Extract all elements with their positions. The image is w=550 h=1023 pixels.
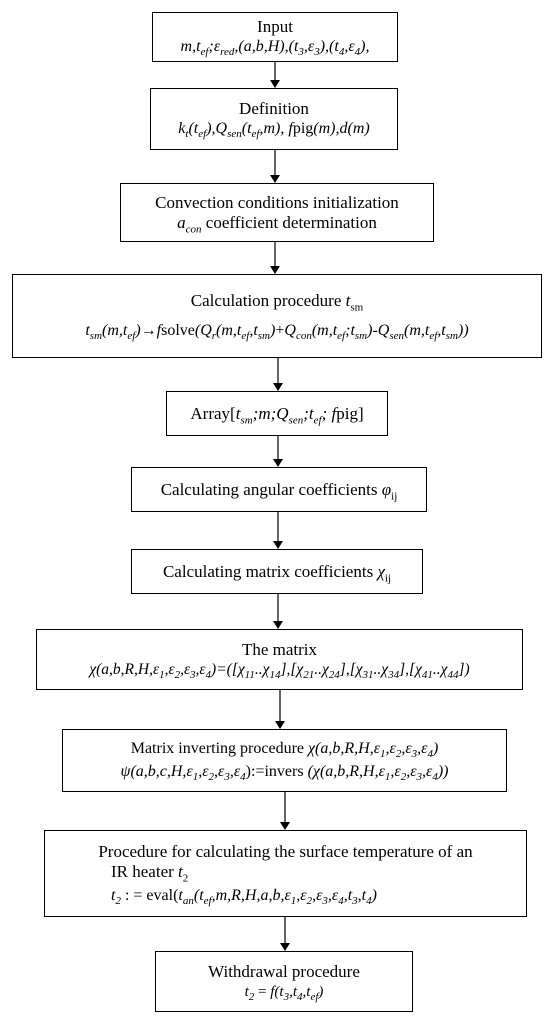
formula-token: f [288,120,293,137]
formula-subscript: 24 [328,668,340,681]
formula-subscript: 4 [432,771,438,784]
formula-subscript: ef [198,128,207,141]
formula-subscript: sm [257,330,271,343]
formula-token: , [284,38,289,55]
matrix-coef-title: Calculating matrix coefficients $\chi_{ij}$ [162,561,392,584]
formula-token: pig [292,120,314,137]
matrix-coef-box [131,549,423,594]
formula-token: ,ε [327,886,339,904]
formula-token: ,ε [417,740,428,757]
formula-token: ,ε [296,886,307,904]
formula-token: ), [206,120,216,137]
array-formula [190,404,363,424]
withdrawal-formula [245,982,324,1002]
formula-token: ;t [303,403,314,423]
formula-token: ,ε [406,763,417,780]
matrix-box [36,629,523,690]
array-box [166,391,388,436]
inverting-line2 [121,762,449,782]
formula-token: (t [188,120,199,137]
formula-token: ,t [289,983,298,1000]
formula-token: ,m), [259,120,289,137]
formula-subscript: con [295,330,312,343]
formula-token: Q [215,120,228,137]
surface-temp-title-line2: IR heater $t_2$ [111,861,189,884]
formula-subscript: 4 [338,894,344,907]
formula-token: ,t [357,886,367,904]
formula-token: (m,t [404,322,430,339]
formula-token: - [372,322,378,339]
formula-token: ) [318,983,324,1000]
formula-token: ,ε [195,660,206,678]
formula-token: ..χ [432,660,448,678]
formula-token: ..χ [314,660,329,678]
formula-subscript: 3 [411,748,418,761]
formula-token: ,ε [344,38,355,55]
formula-token: (χ(a,b,R,H,ε [307,763,385,780]
formula-subscript: 3 [190,668,196,681]
inverting-box [62,729,507,792]
formula-subscript: 2 [400,771,407,784]
formula-token: χ(a,b,R,H,ε [308,740,380,757]
formula-token: (m,t [216,322,242,339]
formula-subscript: 4 [240,771,246,784]
formula-subscript: 34 [388,668,400,681]
formula-token: (Q [194,322,212,339]
formula-subscript: 2 [248,990,255,1003]
formula-subscript: 2 [174,668,181,681]
formula-subscript: 3 [298,46,304,59]
formula-token: : = eval( [120,886,179,904]
formula-token: ..χ [373,660,389,678]
formula-subscript: 2 [395,748,402,761]
formula-subscript: sen [227,128,242,141]
formula-token: f [156,322,162,339]
formula-token: (m,t [102,322,128,339]
formula-token: (m),d(m) [313,120,370,137]
formula-token: ) [367,322,373,339]
formula-token: f(t [270,983,284,1000]
formula-token: ψ(a,b,c,H,ε [120,763,193,780]
formula-token: Q [377,322,390,339]
formula-token: ;t [345,322,355,339]
convection-title: Convection conditions initialization [155,192,399,212]
surface-temp-box [44,830,527,917]
formula-token: ,ε [385,740,396,757]
formula-token: ), [360,38,370,55]
formula-token: f [331,403,337,423]
formula-token: (t [288,38,299,55]
formula-token: m [180,38,193,55]
matrix-formula [89,660,469,680]
formula-token: + [275,322,285,339]
formula-subscript: 11 [244,668,255,681]
formula-token: ,t [437,322,446,339]
formula-subscript: 31 [362,668,374,681]
formula-token: ; [208,38,214,55]
angular-box [131,467,427,512]
formula-subscript: t [185,128,189,141]
formula-token: χ(a,b,R,H,ε [89,660,160,678]
formula-token: , [325,38,330,55]
formula-token: solve [161,322,195,339]
formula-token: ,ε [214,763,225,780]
formula-subscript: sen [389,330,405,343]
formula-token: t [196,38,201,55]
formula-token: ,ε [303,38,315,55]
formula-subscript: 2 [208,771,215,784]
formula-subscript: sm [240,413,253,426]
calc-tsm-formula [85,321,468,341]
formula-subscript: 1 [384,771,391,784]
formula-subscript: 2 [306,894,313,907]
formula-token: ):=invers [245,763,308,780]
definition-formula [178,119,369,139]
definition-title: Definition [239,99,309,118]
formula-subscript: 4 [338,46,345,59]
formula-token: Matrix inverting procedure [130,740,308,757]
formula-token: ,ε [422,763,433,780]
formula-subscript: sm [445,330,458,343]
formula-subscript: 1 [290,894,297,907]
formula-token: t [85,322,90,339]
formula-subscript: ef [127,330,136,343]
inverting-line1 [131,739,439,759]
formula-subscript: 1 [159,668,165,681]
formula-subscript: an [182,894,194,907]
formula-token: , [192,38,197,55]
convection-box [120,183,434,242]
formula-subscript: 4 [427,748,433,761]
formula-token: )) [437,763,449,780]
matrix-title: The matrix [241,639,318,659]
withdrawal-box [155,951,413,1012]
formula-token: ],[χ [399,660,422,678]
formula-token: ,m,R,H,a,b,ε [211,886,291,904]
formula-subscript: r [211,330,217,343]
formula-token: ,t [343,886,353,904]
withdrawal-title: Withdrawal procedure [208,961,360,981]
formula-subscript: 3 [352,894,358,907]
formula-subscript: 41 [421,668,433,681]
formula-token: ],[χ [339,660,363,678]
surface-temp-formula [111,886,377,906]
calc-tsm-title: Calculation procedure $t_{sm}$ [190,291,364,314]
definition-box [150,88,398,150]
formula-token: ,ε [401,740,412,757]
formula-token: ]) [458,660,470,678]
formula-subscript: sm [354,330,368,343]
formula-subscript: 4 [366,894,372,907]
formula-subscript: 44 [447,668,459,681]
formula-token: Q [284,322,296,339]
formula-token: ,t [302,983,311,1000]
formula-subscript: 4 [297,990,303,1003]
formula-token: ) [319,38,326,55]
formula-subscript: ef [337,330,346,343]
formula-subscript: ef [241,330,250,343]
angular-title: Calculating angular coefficients $\varphi_{ij}$ [160,479,398,502]
formula-token: Q [276,403,289,423]
formula-token: ;m; [252,403,277,423]
formula-token: ; [321,403,332,423]
formula-token: ,ε [164,660,175,678]
formula-token: ) [432,740,439,757]
formula-subscript: con [185,222,202,235]
formula-token: t [235,403,241,423]
formula-subscript: sen [288,413,304,426]
formula-token: , [234,38,239,55]
formula-token: ) [270,322,276,339]
formula-subscript: sm [89,330,103,343]
formula-token: (t [329,38,339,55]
input-title: Input [257,17,293,36]
formula-token: pig] [336,403,364,423]
formula-token: t [244,983,249,1000]
formula-subscript: 4 [205,668,212,681]
formula-subscript: 1 [380,748,386,761]
formula-subscript: 14 [269,668,281,681]
formula-subscript: ef [200,46,209,59]
formula-token: ,ε [229,763,241,780]
formula-subscript: 3 [314,46,320,59]
formula-token: ,ε [198,763,209,780]
calc-tsm-box [12,274,542,358]
formula-token: (t [193,886,204,904]
formula-token: )) [457,322,469,339]
formula-subscript: ef [429,330,438,343]
formula-token: a [177,212,186,232]
formula-token: )=([χ [211,660,245,678]
input-formula [181,37,370,57]
formula-token: ],[χ [280,660,304,678]
surface-temp-title-line1: Procedure for calculating the surface temperature of an [98,841,473,861]
formula-subscript: ef [203,894,212,907]
formula-subscript: 4 [354,46,361,59]
formula-subscript: ef [251,128,260,141]
formula-token: ε [213,38,221,55]
formula-token: t [111,886,116,904]
formula-token: ..χ [254,660,270,678]
formula-token: ,ε [390,763,401,780]
formula-subscript: 2 [115,894,121,907]
formula-token: ) [371,886,377,904]
formula-token: ,ε [180,660,191,678]
formula-token: (m,t [311,322,338,339]
convection-formula [177,213,377,233]
formula-subscript: 1 [192,771,199,784]
formula-subscript: 3 [322,894,328,907]
formula-token: (a,b,H) [238,38,285,55]
formula-subscript: 3 [416,771,423,784]
formula-subscript: 3 [283,990,290,1003]
formula-subscript: ef [313,413,322,426]
formula-token: ) [135,322,141,339]
input-box [152,12,398,62]
formula-token: → [140,322,157,339]
formula-token: (t [241,120,252,137]
formula-token: ,t [249,322,258,339]
formula-token: = [254,983,271,1000]
formula-token: k [178,120,186,137]
formula-token: coefficient determination [201,212,377,232]
formula-subscript: 3 [224,771,230,784]
formula-subscript: 21 [303,668,315,681]
formula-subscript: ef [310,990,319,1003]
formula-token: ,ε [312,886,323,904]
formula-subscript: red [220,46,235,59]
formula-token: Array[ [190,403,236,423]
formula-token: t [178,886,183,904]
